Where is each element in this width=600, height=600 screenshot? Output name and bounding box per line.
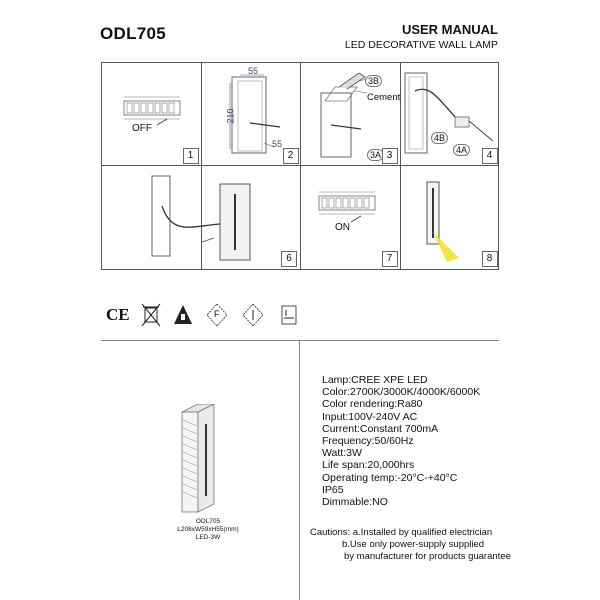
step-number: 1 [183,148,199,164]
step-2 [202,63,302,166]
manual-subtitle: LED DECORATIVE WALL LAMP [344,39,498,51]
product-power: LED-3W [195,534,221,541]
product-caption [168,518,248,542]
spec-dimmable: Dimmable:NO [322,496,388,509]
spec-color-rendering: Color rendering:Ra80 [322,398,423,411]
product-illustration [170,404,240,516]
spec-color: Color:2700K/3000K/4000K/6000K [322,386,481,399]
step-number: 4 [482,148,498,164]
step-3 [301,63,401,166]
step-3b-label: 3B [365,75,382,87]
cutout-height-label: 210 [225,108,236,124]
spec-operating-temp: Operating temp:-20°C-+40°C [322,471,458,484]
lamp-insertion-illustration [102,166,300,269]
step-number: 7 [382,251,398,267]
switch-on-label: ON [335,222,350,233]
manual-title: USER MANUAL [401,22,498,37]
spec-ip-rating: IP65 [322,483,344,496]
step-1 [102,63,202,166]
ce-mark-icon: CE [106,305,130,324]
ip-info-icon [278,302,304,328]
spec-life-span: Life span:20,000hrs [322,459,415,472]
column-divider [299,340,300,600]
step-4a-label: 4A [453,144,470,156]
step-4 [401,63,501,166]
spec-watt: Watt:3W [322,447,362,460]
spec-lamp: Lamp:CREE XPE LED [322,374,428,386]
caution-line-2: b.Use only power-supply supplied [342,539,485,550]
caution-line-1: Cautions: a.Installed by qualified electrician [310,527,493,538]
spec-input: Input:100V-240V AC [322,410,418,423]
section-divider [101,340,499,341]
step-number: 6 [281,251,297,267]
installation-steps-grid [101,62,499,270]
step-8 [401,166,501,269]
cutout-width-label: 55 [248,66,259,76]
insulation-mark-icon [242,302,268,328]
step-4b-label: 4B [431,132,448,144]
model-number: ODL705 [100,24,167,43]
step-number: 2 [283,148,299,164]
class-ii-earth-icon [172,302,198,328]
product-size: L208xW59xH55(mm) [177,526,239,533]
f-mark-icon: F [206,302,232,328]
spec-frequency: Frequency:50/60Hz [322,435,414,448]
step-6 [102,166,300,269]
cautions-block [310,527,511,563]
caution-line-3: by manufacturer for products guarantee [344,551,511,562]
switch-off-label: OFF [132,123,152,134]
cutout-depth-label: 55 [272,139,283,149]
weee-bin-icon [140,302,166,328]
cement-label: Cement [367,92,401,103]
spec-current: Current:Constant 700mA [322,422,439,435]
product-model: ODL705 [195,518,221,525]
step-7 [301,166,401,269]
step-number: 3 [382,148,398,164]
step-3a-label: 3A [367,149,384,161]
specifications-list [322,374,480,508]
step-number: 8 [482,251,498,267]
